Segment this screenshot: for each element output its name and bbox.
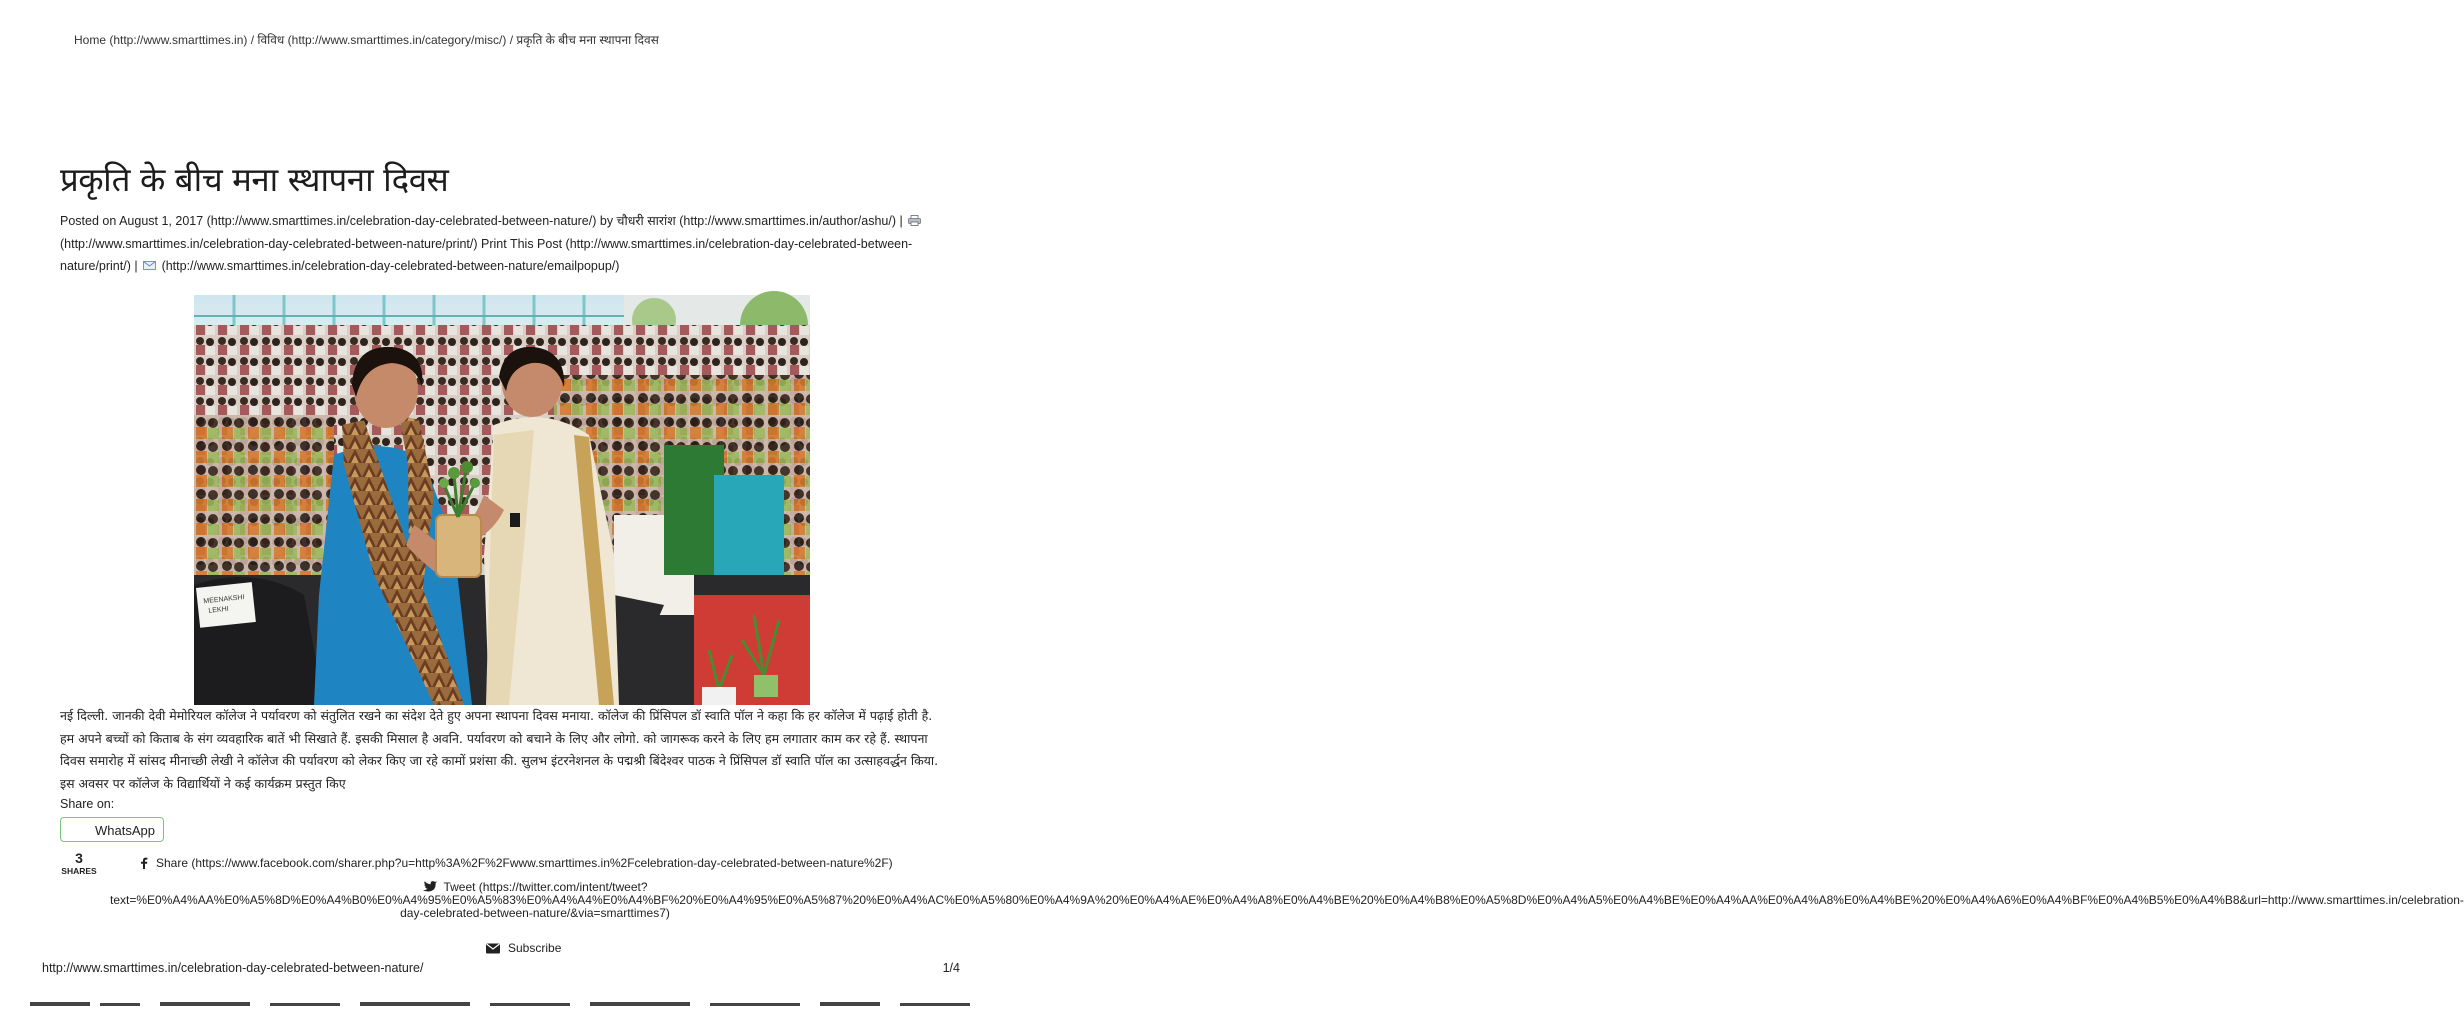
twitter-icon: [422, 881, 437, 893]
post-meta-posted[interactable]: Posted on August 1, 2017 (http://www.smarttimes.in/celebration-day-celebrated-between-nature/) by चौधरी सारांश (http://www.smarttimes.in/author/ashu/) |: [60, 214, 903, 228]
email-post-link[interactable]: (http://www.smarttimes.in/celebration-day-celebrated-between-nature/emailpopup/): [161, 259, 620, 273]
footer-url: http://www.smarttimes.in/celebration-day-celebrated-between-nature/: [42, 961, 424, 975]
nameplate-text-2: LEKHI: [208, 605, 229, 615]
share-count: 3: [75, 850, 83, 866]
page-title: प्रकृति के बीच मना स्थापना दिवस: [60, 160, 449, 199]
subscribe-label: Subscribe: [508, 941, 562, 955]
post-meta: [60, 210, 940, 278]
printer-icon[interactable]: [908, 211, 921, 222]
article-body: नई दिल्ली. जानकी देवी मेमोरियल कॉलेज ने पर्यावरण को संतुलित रखने का संदेश देते हुए अपना स्थापना दिवस मनाया. कॉलेज की प्रिंसिपल डॉ स्वाति पॉल ने कहा कि हर कॉलेज में पढ़ाई होती है. हम अपने बच्चों को किताब के संग व्यवहारिक बातें भी सिखाते हैं. इसकी मिसाल है अवनि. पर्यावरण को बचाने के लिए और लोगो. को जागरूक करने के लिए हम लगातार काम कर रहे हैं. स्थापना दिवस समारोह में सांसद मीनाच्छी लेखी ने कॉलेज की पर्यावरण को लेकर किए जा रहे कामों प्रशंसा की. सुलभ इंटरनेशनल के पद्मश्री बिंदेश्वर पाठक ने प्रिंसिपल डॉ स्वाति पॉल का उत्साहवर्द्धन किया. इस अवसर पर कॉलेज के विद्यार्थियों ने कई कार्यक्रम प्रस्तुत किए: [60, 708, 939, 791]
whatsapp-share-button[interactable]: [60, 817, 164, 842]
facebook-share-link[interactable]: [140, 856, 893, 870]
tweet-text-line2: text=%E0%A4%AA%E0%A5%8D%E0%A4%B0%E0%A4%95%E0%A5%83%E0%A4%A4%E0%A4%BF%20%E0%A4%95%E0%A5%87%20%E0%A4%AC%E0%A5%80%E0%A4%9A%20%E0%A4%AE%E0%A4%A8%E0%A4%BE%20%E0%A4%B8%E0%A5%8D%E0%A4%A5%E0%A4%BE%E0%A4%AA%E0%A4%A8%E0%A4%BE%20%E0%A4%A6%E0%A4%BF%E0%A4%B5%E0%A4%B8&url=http://www.smarttimes.in/celebration-: [110, 893, 2464, 907]
nameplate-text-1: MEENAKSHI: [203, 594, 245, 606]
page-number: 1/4: [942, 961, 960, 975]
envelope-icon: [486, 943, 500, 954]
tweet-text-line1: Tweet (https://twitter.com/intent/tweet?: [443, 880, 648, 894]
print-post-link[interactable]: (http://www.smarttimes.in/celebration-day-celebrated-between-nature/print/) Print This Post (http://www.smarttimes.in/celebration-day-celebrated-between-nature/print/) |: [60, 236, 913, 273]
whatsapp-button-label: WhatsApp: [95, 823, 155, 838]
facebook-icon: [140, 857, 148, 869]
email-icon[interactable]: [143, 256, 156, 267]
share-on-label: Share on:: [60, 797, 115, 811]
article-photo: [194, 295, 810, 705]
breadcrumb[interactable]: Home (http://www.smarttimes.in) / विविध (http://www.smarttimes.in/category/misc/) / प्रकृति के बीच मना स्थापना दिवस: [74, 33, 659, 47]
share-count-label: SHARES: [61, 866, 97, 876]
next-page-strip: [0, 994, 1000, 1000]
tweet-text-line3: day-celebrated-between-nature/&via=smarttimes7): [400, 906, 670, 920]
facebook-share-text: Share (https://www.facebook.com/sharer.php?u=http%3A%2F%2Fwww.smarttimes.in%2Fcelebration-day-celebrated-between-nature%2F): [156, 856, 893, 870]
twitter-share-link[interactable]: [110, 880, 2464, 920]
subscribe-link[interactable]: [486, 941, 561, 955]
